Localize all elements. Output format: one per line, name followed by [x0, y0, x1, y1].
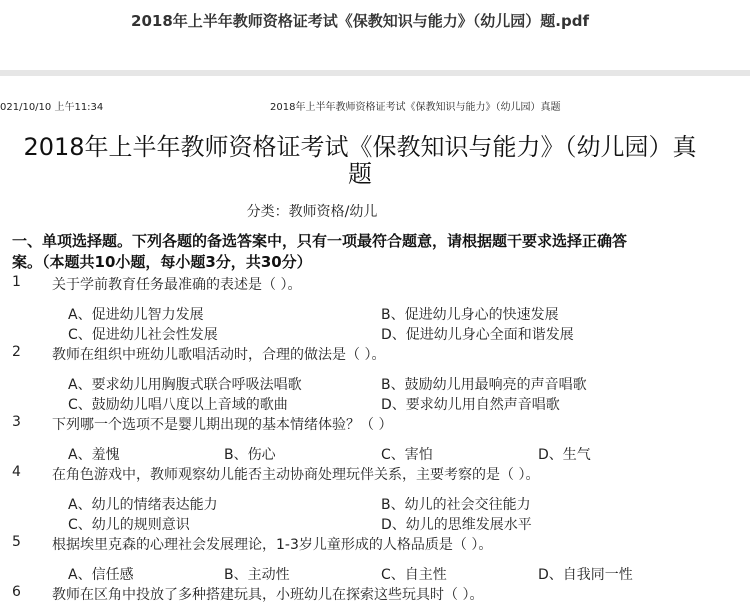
- option-b: B、伤心: [224, 447, 276, 463]
- option-c: C、自主性: [381, 567, 447, 583]
- option-c: C、害怕: [381, 447, 433, 463]
- option-b: B、主动性: [224, 567, 290, 583]
- option-c: C、鼓励幼儿唱八度以上音域的歌曲: [68, 397, 288, 413]
- option-c: C、幼儿的规则意识: [68, 517, 190, 533]
- option-d: D、生气: [538, 447, 591, 463]
- option-b: B、鼓励幼儿用最响亮的声音唱歌: [381, 377, 587, 393]
- question-number: 1: [12, 274, 21, 290]
- viewer-toolbar: [0, 0, 750, 70]
- section-heading: [12, 231, 702, 273]
- option-a: A、信任感: [68, 567, 134, 583]
- question-text: 关于学前教育任务最准确的表述是（ ）。: [52, 277, 302, 293]
- document-title: [10, 134, 710, 188]
- document-title-line2: 题: [348, 160, 372, 188]
- section-heading-line1: 一、单项选择题。下列各题的备选答案中，只有一项最符合题意，请根据题干要求选择正确答: [12, 232, 628, 250]
- question-text: 根据埃里克森的心理社会发展理论，1-3岁儿童形成的人格品质是（ ）。: [52, 537, 493, 553]
- question-text: 教师在组织中班幼儿歌唱活动时，合理的做法是（ ）。: [52, 347, 386, 363]
- file-title: 2018年上半年教师资格证考试《保教知识与能力》（幼儿园）题.pdf: [131, 12, 589, 30]
- option-a: A、羞愧: [68, 447, 120, 463]
- option-d: D、自我同一性: [538, 567, 633, 583]
- section-heading-line2: 案。（本题共10小题，每小题3分，共30分）: [12, 253, 312, 271]
- question-text: 下列哪一个选项不是婴儿期出现的基本情绪体验？（ ）: [52, 417, 393, 433]
- pdf-page[interactable]: [0, 76, 750, 603]
- option-a: A、要求幼儿用胸腹式联合呼吸法唱歌: [68, 377, 302, 393]
- question-number: 4: [12, 464, 21, 480]
- category-label: 分类：教师资格/幼儿: [246, 204, 378, 220]
- option-d: D、促进幼儿身心全面和谐发展: [381, 327, 574, 343]
- question-text: 教师在区角中投放了多种搭建玩具，小班幼儿在探索这些玩具时（ ）。: [52, 587, 484, 603]
- option-a: A、幼儿的情绪表达能力: [68, 497, 218, 513]
- print-date: 021/10/10 上午11:34: [0, 102, 104, 113]
- question-text: 在角色游戏中，教师观察幼儿能否主动协商处理玩伴关系，主要考察的是（ ）。: [52, 467, 540, 483]
- option-d: D、幼儿的思维发展水平: [381, 517, 532, 533]
- option-c: C、促进幼儿社会性发展: [68, 327, 218, 343]
- option-b: B、幼儿的社会交往能力: [381, 497, 531, 513]
- question-number: 6: [12, 584, 21, 600]
- running-title: 2018年上半年教师资格证考试《保教知识与能力》（幼儿园）真题: [270, 102, 561, 113]
- option-a: A、促进幼儿智力发展: [68, 307, 204, 323]
- question-number: 5: [12, 534, 21, 550]
- question-number: 3: [12, 414, 21, 430]
- document-title-line1: 2018年上半年教师资格证考试《保教知识与能力》（幼儿园）真: [23, 133, 697, 161]
- option-d: D、要求幼儿用自然声音唱歌: [381, 397, 560, 413]
- option-b: B、促进幼儿身心的快速发展: [381, 307, 559, 323]
- question-number: 2: [12, 344, 21, 360]
